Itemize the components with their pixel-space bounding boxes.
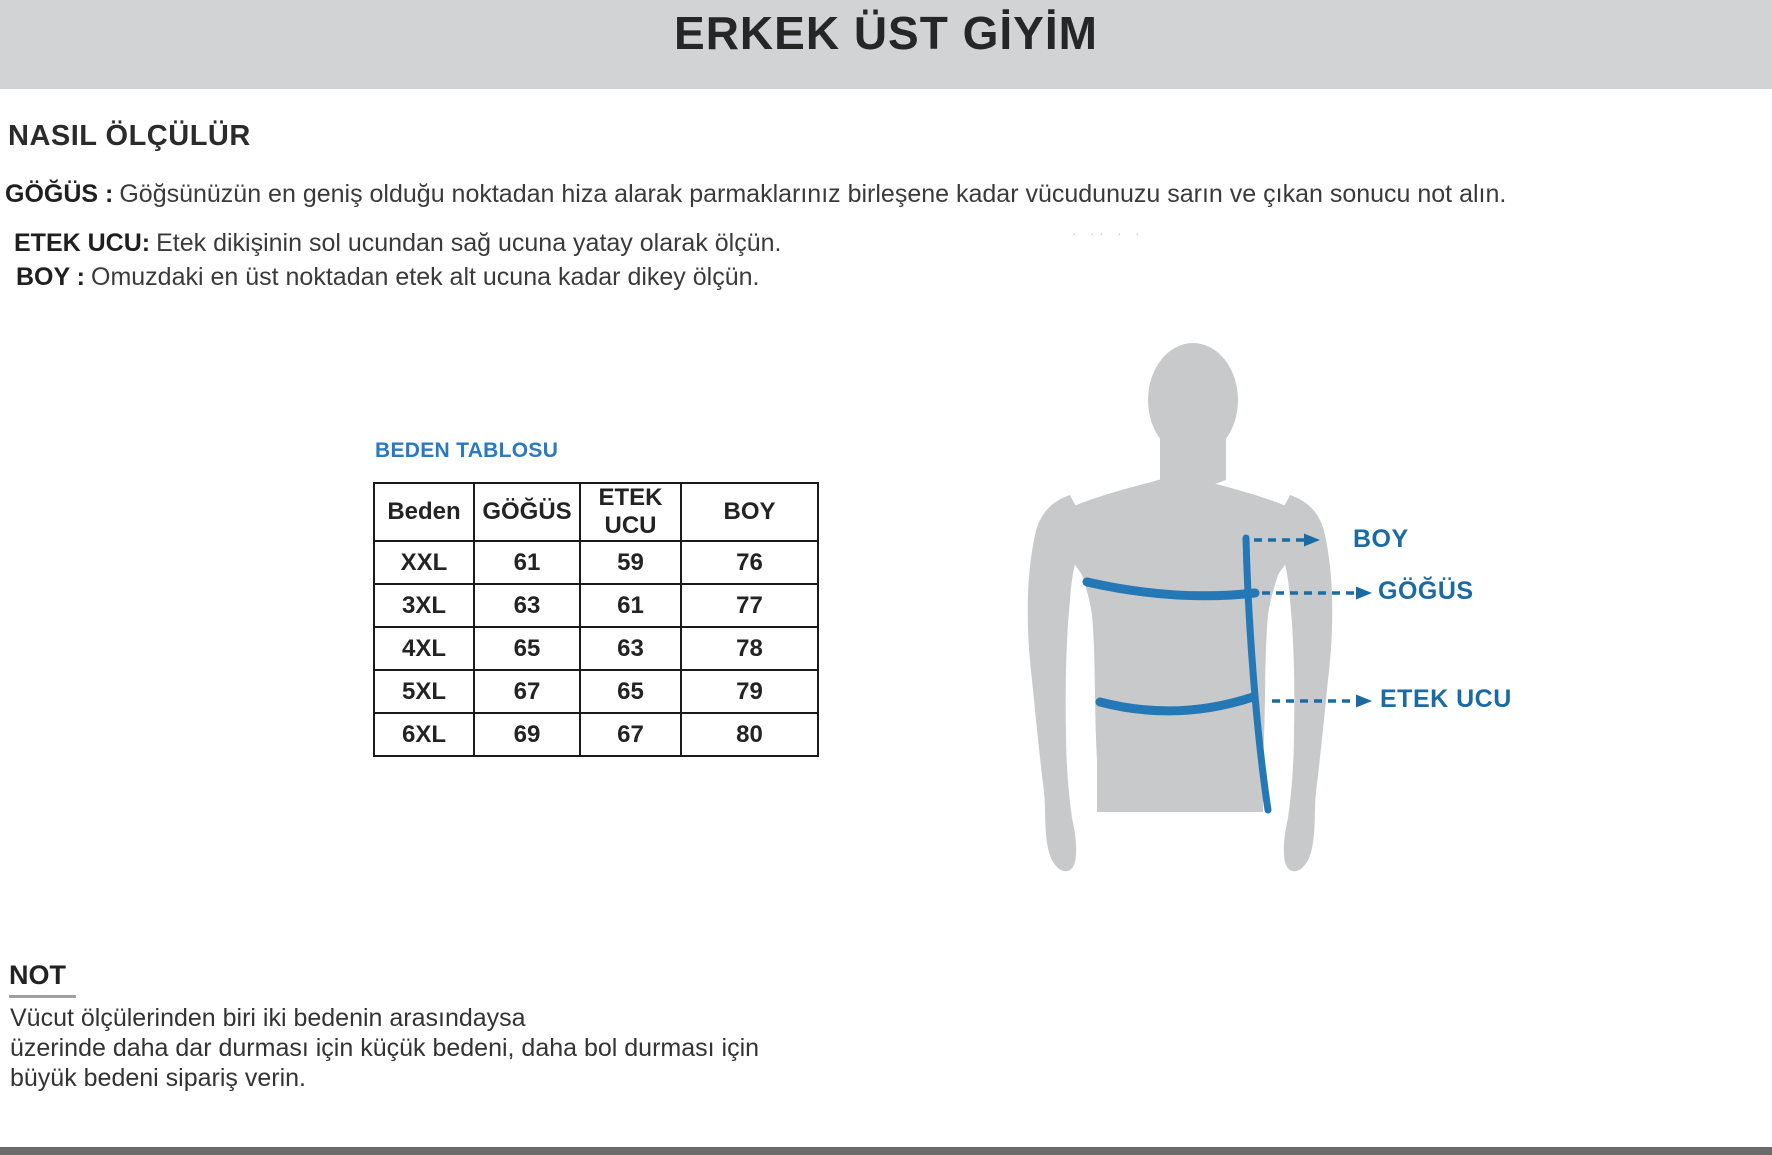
diagram-label-boy: BOY	[1353, 525, 1409, 553]
faded-text-artifact: · ·· · ·	[1072, 226, 1145, 241]
table-cell: 63	[474, 584, 580, 627]
table-cell: 67	[474, 670, 580, 713]
table-cell-size: 3XL	[374, 584, 474, 627]
note-line: üzerinde daha dar durması için küçük bedeni, daha bol durması için	[10, 1034, 760, 1062]
table-cell: 80	[681, 713, 818, 756]
table-row	[374, 627, 818, 670]
diagram-label-gogus: GÖĞÜS	[1378, 577, 1474, 605]
measure-label-boy: BOY :	[16, 263, 85, 291]
column-header-gogus: GÖĞÜS	[474, 483, 580, 541]
table-row	[374, 541, 818, 584]
table-row	[374, 713, 818, 756]
table-cell: 63	[580, 627, 681, 670]
table-cell-size: 6XL	[374, 713, 474, 756]
gogus-arrowhead-icon	[1356, 587, 1372, 600]
table-cell-size: 4XL	[374, 627, 474, 670]
measure-definition-boy	[16, 263, 759, 292]
footer-bar	[0, 1147, 1772, 1155]
note-heading: NOT	[9, 960, 76, 998]
table-cell: 78	[681, 627, 818, 670]
table-cell: 69	[474, 713, 580, 756]
measure-label-gogus: GÖĞÜS :	[5, 180, 114, 208]
table-cell-size: 5XL	[374, 670, 474, 713]
table-cell: 76	[681, 541, 818, 584]
measure-text-etek-ucu: Etek dikişinin sol ucundan sağ ucuna yatay olarak ölçün.	[156, 229, 782, 257]
table-cell: 59	[580, 541, 681, 584]
table-row	[374, 670, 818, 713]
note-line: büyük bedeni sipariş verin.	[10, 1064, 306, 1092]
how-to-measure-heading: NASIL ÖLÇÜLÜR	[8, 120, 251, 152]
table-cell: 61	[474, 541, 580, 584]
measure-text-boy: Omuzdaki en üst noktadan etek alt ucuna kadar dikey ölçün.	[91, 263, 760, 291]
table-cell: 79	[681, 670, 818, 713]
page-header	[0, 0, 1772, 89]
measure-text-gogus: Göğsünüzün en geniş olduğu noktadan hiza alarak parmaklarınız birleşene kadar vücudunuzu sarın ve çıkan sonucu not alın.	[119, 180, 1507, 208]
size-table-caption: BEDEN TABLOSU	[375, 439, 559, 462]
etek-ucu-arrowhead-icon	[1356, 695, 1372, 708]
diagram-label-etek-ucu: ETEK UCU	[1380, 685, 1512, 713]
table-cell: 65	[474, 627, 580, 670]
table-cell: 65	[580, 670, 681, 713]
measure-definition-etek-ucu	[14, 229, 782, 258]
measurement-diagram	[1010, 330, 1574, 890]
size-table	[373, 482, 819, 757]
column-header-beden: Beden	[374, 483, 474, 541]
silhouette-head	[1148, 343, 1238, 457]
torso-figure	[1010, 330, 1574, 890]
table-row	[374, 584, 818, 627]
table-cell-size: XXL	[374, 541, 474, 584]
size-table-header-row	[374, 483, 818, 541]
measure-definition-gogus	[5, 180, 1506, 209]
note-text	[10, 1003, 759, 1093]
measure-label-etek-ucu: ETEK UCU:	[14, 229, 151, 257]
table-cell: 61	[580, 584, 681, 627]
table-cell: 67	[580, 713, 681, 756]
page-title: ERKEK ÜST GİYİM	[674, 7, 1098, 59]
note-line: Vücut ölçülerinden biri iki bedenin arasındaysa	[10, 1004, 526, 1032]
column-header-boy: BOY	[681, 483, 818, 541]
table-cell: 77	[681, 584, 818, 627]
column-header-etek-ucu: ETEK UCU	[580, 483, 681, 541]
